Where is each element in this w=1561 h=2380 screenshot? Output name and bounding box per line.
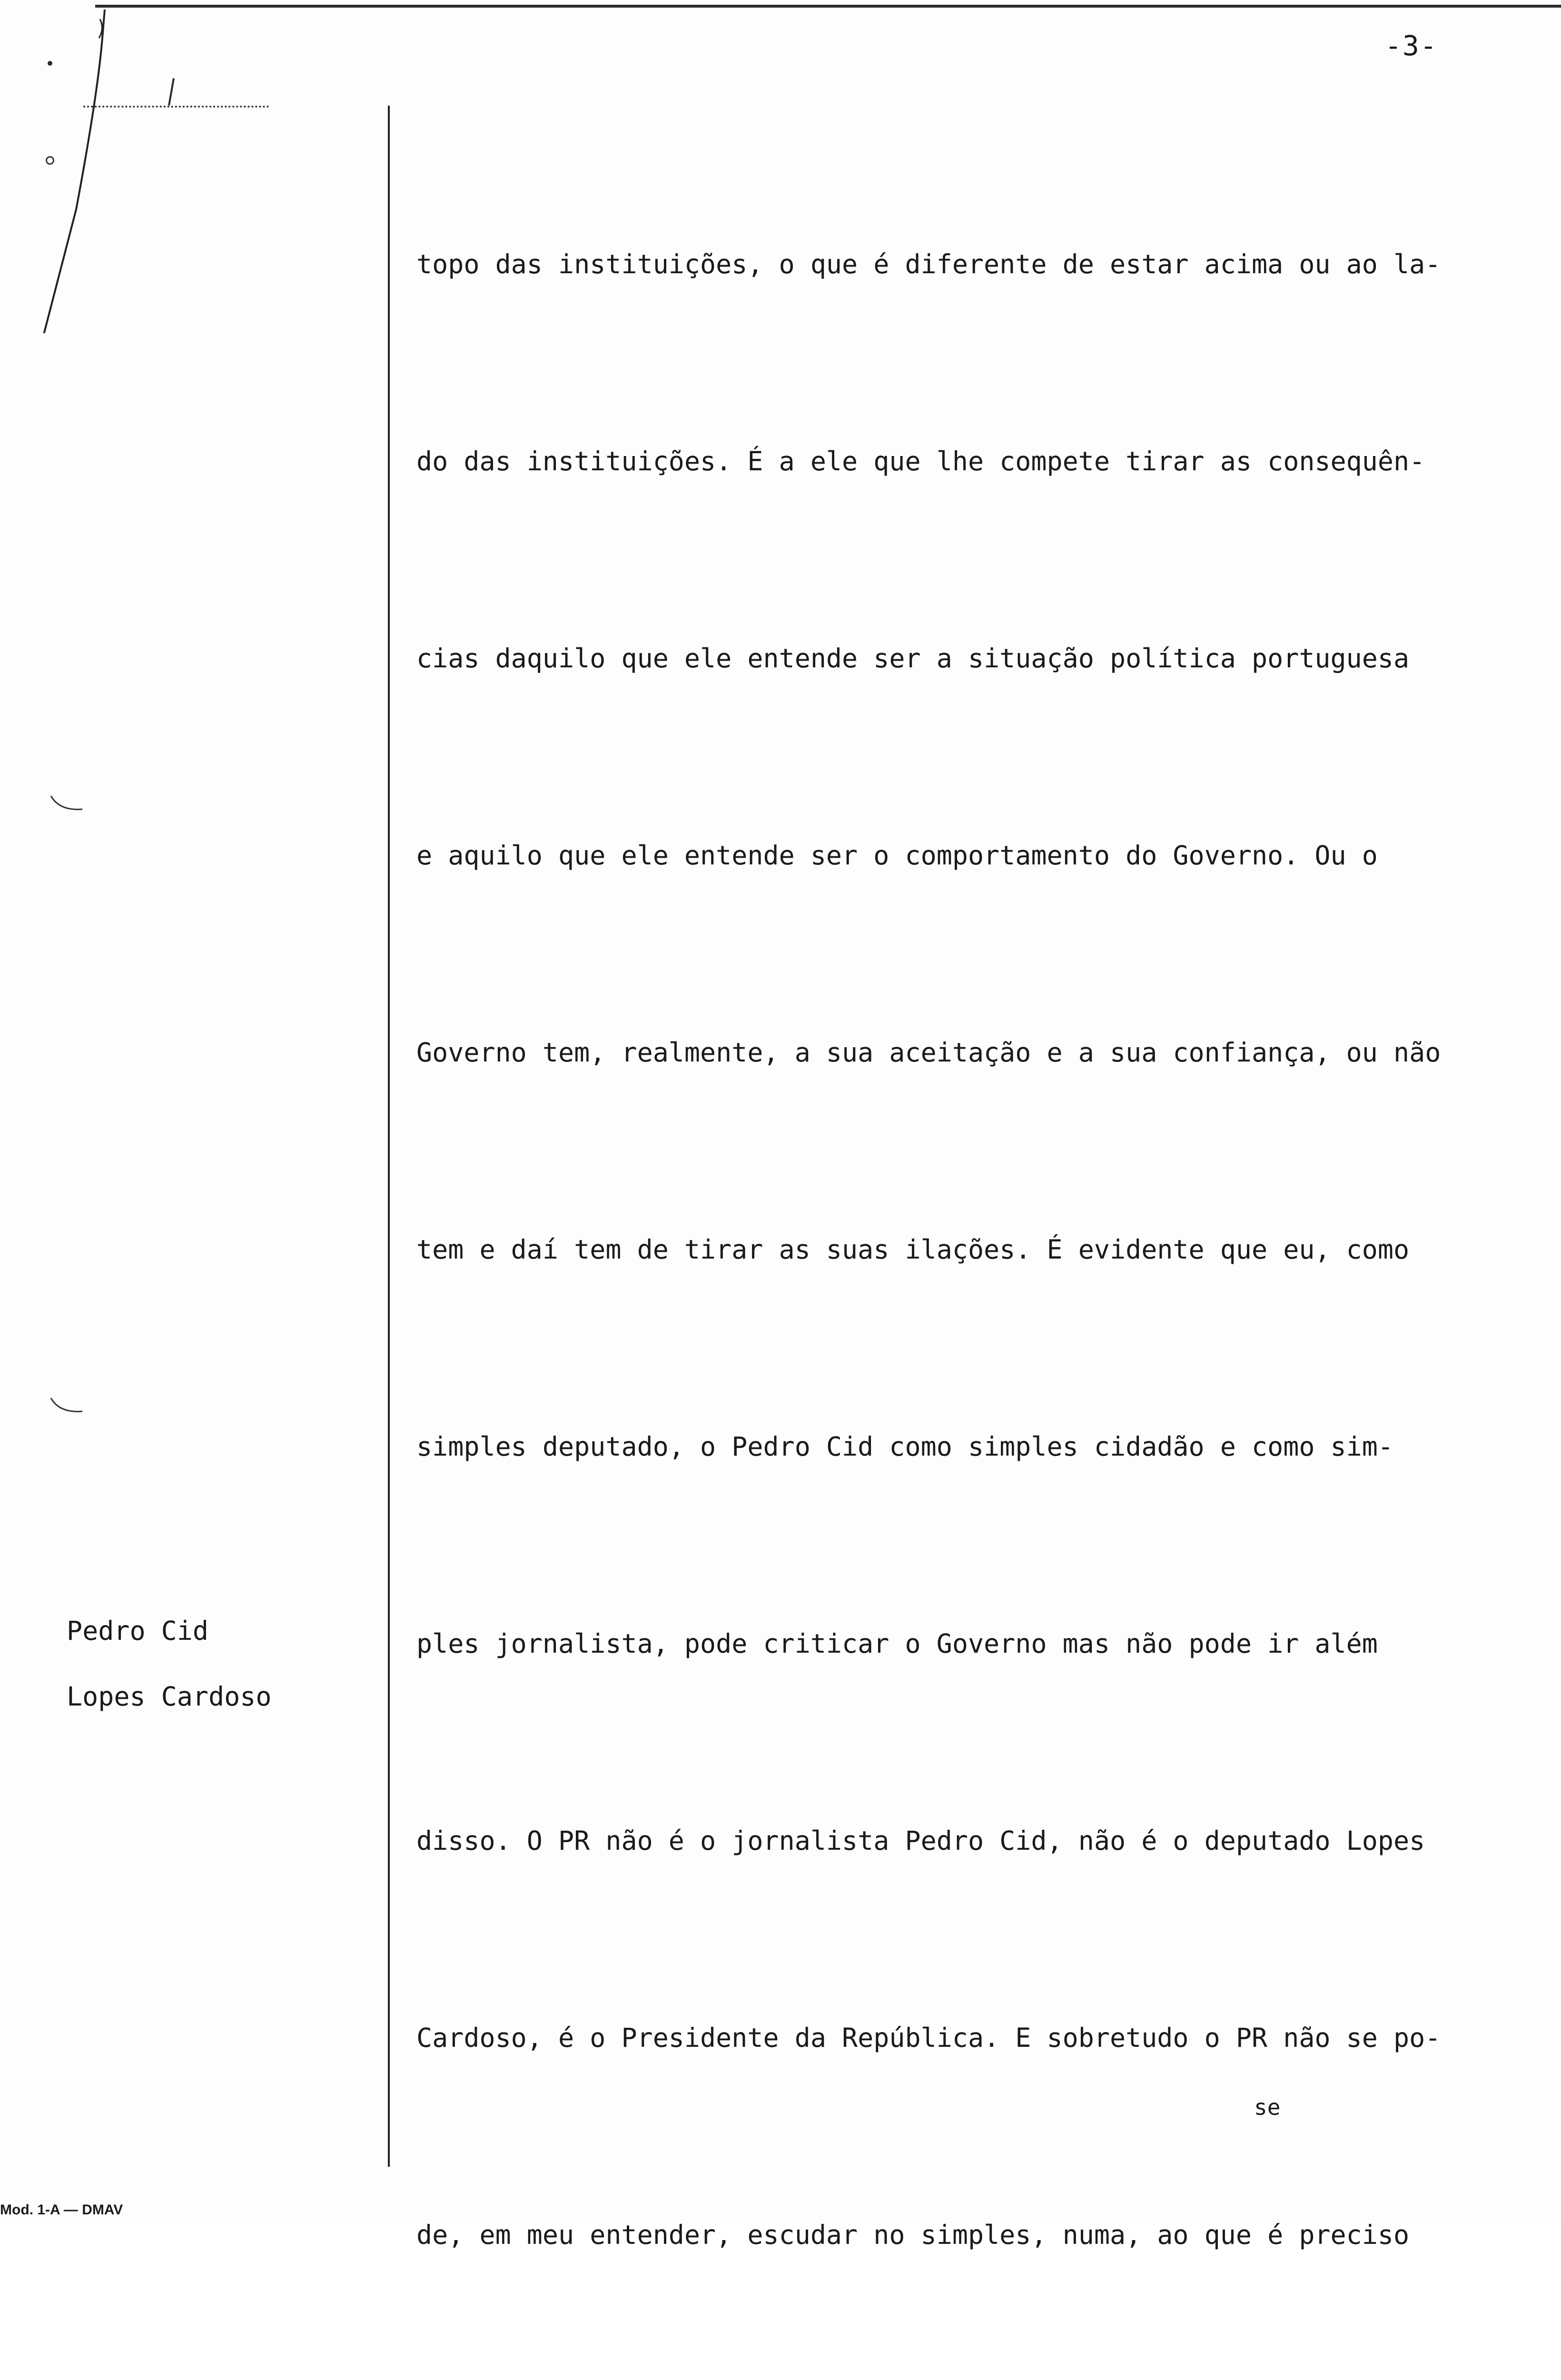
stamp-stroke [43,10,105,333]
interline-insertion: se [1254,2094,1281,2120]
margin-rule [388,106,390,2167]
speaker-label-lopes-cardoso: Lopes Cardoso [67,1681,272,1712]
transcript-body [416,100,1561,2380]
text-line: Cardoso, é o Presidente da República. E sobretudo o PR não se po- [416,2023,1441,2053]
text-line: simples deputado, o Pedro Cid como simples cidadão e como sim- [416,1431,1393,1462]
text-line: do das instituições. É a ele que lhe compete tirar as consequên- [416,446,1425,476]
text-line: Governo tem, realmente, a sua aceitação e a sua confiança, ou não [416,1037,1441,1068]
text-line: de, em meu entender, escudar no simples, numa, ao que é preciso [416,2220,1410,2250]
margin-circle-mark [46,156,54,165]
form-code-footer: Mod. 1-A — DMAV [0,2202,123,2218]
top-rule [95,5,1561,8]
speaker-label-pedro-cid: Pedro Cid [67,1616,209,1646]
margin-dot [48,61,52,66]
stamp-dotted-line [83,106,269,108]
text-line: topo das instituições, o que é diferente de estar acima ou ao la- [416,249,1441,279]
margin-stamp-graphic [10,10,114,333]
text-line: ples jornalista, pode criticar o Governo mas não pode ir além [416,1628,1378,1659]
margin-curve-mark [50,1397,83,1414]
margin-curve-mark [50,795,83,812]
text-line: disso. O PR não é o jornalista Pedro Cid, não é o deputado Lopes [416,1825,1425,1856]
text-line: cias daquilo que ele entende ser a situação política portuguesa [416,643,1410,674]
text-line: tem e daí tem de tirar as suas ilações. É evidente que eu, como [416,1234,1410,1265]
page-number: -3- [1385,30,1438,62]
stamp-tick-mark [168,78,175,106]
text-line: e aquilo que ele entende ser o comportamento do Governo. Ou o [416,840,1378,871]
